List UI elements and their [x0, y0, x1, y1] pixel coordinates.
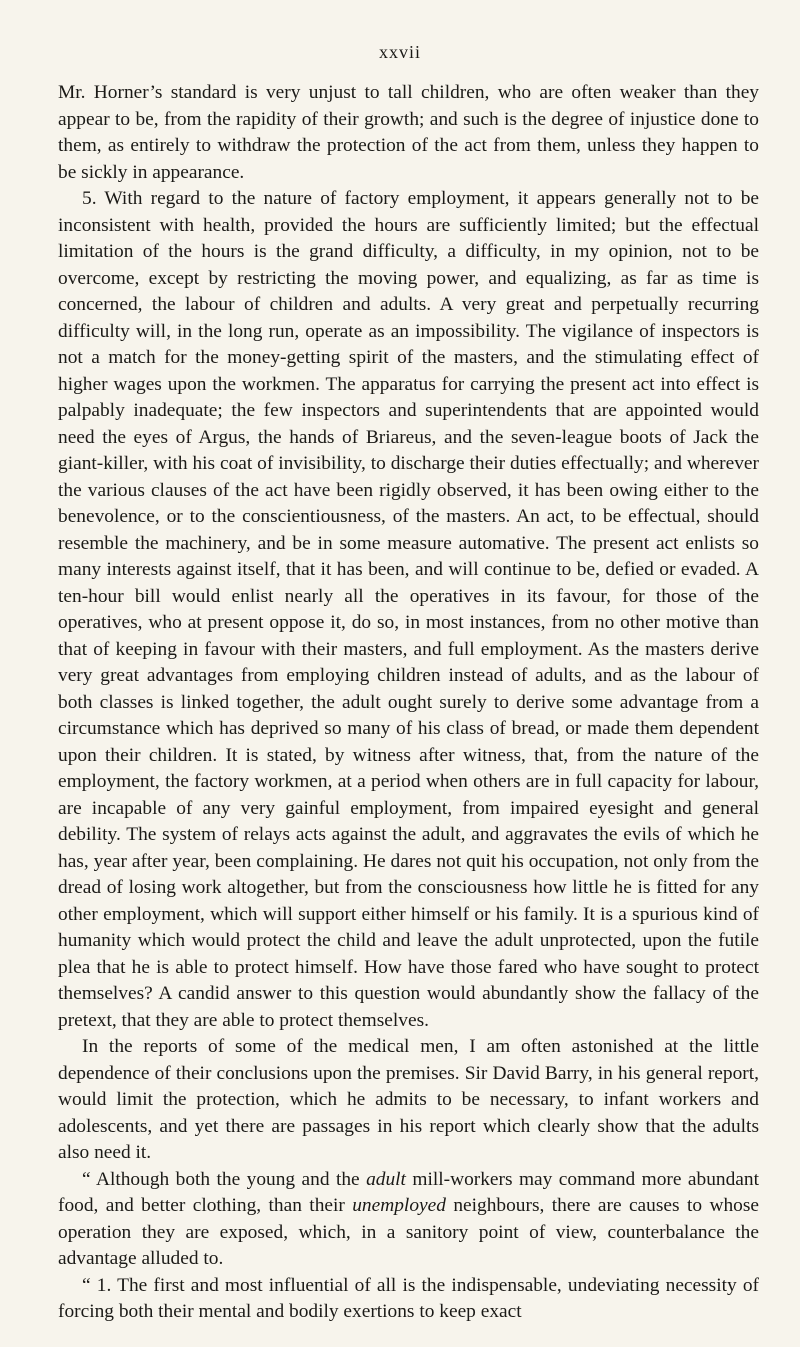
body-text [58, 80, 759, 1326]
quote-text-middle: mill-workers may command more abundant food, and better clothing, than their [58, 1168, 759, 1216]
paragraph-quotation-mill-workers [58, 1167, 759, 1273]
paragraph-quotation-first-cause: “ 1. The first and most influential of all is the indispensable, undeviating necessity of forcing both their mental and bodily exertions to keep exact [58, 1274, 759, 1322]
italic-word-unemployed: unemployed [352, 1195, 446, 1216]
paragraph-factory-employment: 5. With regard to the nature of factory employment, it appears generally not to be inconsistent with health, provided the hours are sufficiently limited; but the effectual limitation of the hours is the grand difficulty, a difficulty, in my opinion, not to be overcome, except by restricting the moving power, and equalizing, as far as time is concerned, the labour of children and adults. A very great and perpetually recurring difficulty will, in the long run, operate as an impossibility. The vigilance of inspectors is not a match for the money-getting spirit of the masters, and the stimulating effect of higher wages upon the workmen. The apparatus for carrying the present act into effect is palpably inadequate; the few inspectors and superintendents that are appointed would need the eyes of Argus, the hands of Briareus, and the seven-league boots of Jack the giant-killer, with his coat of invisibility, to discharge their duties effectually; and wherever the various clauses of the act have been rigidly observed, it has been owing either to the benevolence, or to the conscientiousness, of the masters. An act, to be effectual, should resemble the machinery, and be in some measure automative. The present act enlists so many interests against itself, that it has been, and will continue to be, defied or evaded. A ten-hour bill would enlist nearly all the operatives in its favour, for those of the operatives, who at present oppose it, do so, in most instances, from no other motive than that of keeping in favour with their masters, and full employment. As the masters derive very great advantages from employing children instead of adults, and as the labour of both classes is linked together, the adult ought surely to derive some advantage from a circumstance which has deprived so many of his class of bread, or made them dependent upon their children. It is stated, by witness after witness, that, from the nature of the employment, the factory workmen, at a period when others are in full capacity for labour, are incapable of any very gainful employment, from impaired eyesight and general debility. The system of relays acts against the adult, and aggravates the evils of which he has, year after year, been complaining. He dares not quit his occupation, not only from the dread of losing work altogether, but from the consciousness how little he is fitted for any other employment, which will support either himself or his family. It is a spurious kind of humanity which would protect the child and leave the adult unprotected, upon the futile plea that he is able to protect himself. How have those fared who have sought to protect themselves? A candid answer to this question would abundantly show the fallacy of the pretext, that they are able to protect themselves. [58, 188, 759, 1031]
italic-word-adult: adult [366, 1168, 406, 1190]
quote-text-end: neighbours, there are causes to whose operation they are exposed, which, in a sanitory point of view, counterbalance the advantage alluded to. [58, 1195, 759, 1269]
paragraph-medical-reports: In the reports of some of the medical men, I am often astonished at the little dependence of their conclusions upon the premises. Sir David Barry, in his general report, would limit the protection, which he admits to be necessary, to infant workers and adolescents, and yet there are passages in his report which clearly show that the adults also need it. [58, 1036, 759, 1163]
page-number: xxvii [378, 42, 421, 62]
paragraph-horner-standard: Mr. Horner’s standard is very unjust to tall children, who are often weaker than they appear to be, from the rapidity of their growth; and such is the degree of injustice done to them, as entirely to withdraw the protection of the act from them, unless they happen to be sickly in appearance. [58, 82, 759, 183]
quote-text-start: “ Although both the young and the [82, 1168, 367, 1190]
